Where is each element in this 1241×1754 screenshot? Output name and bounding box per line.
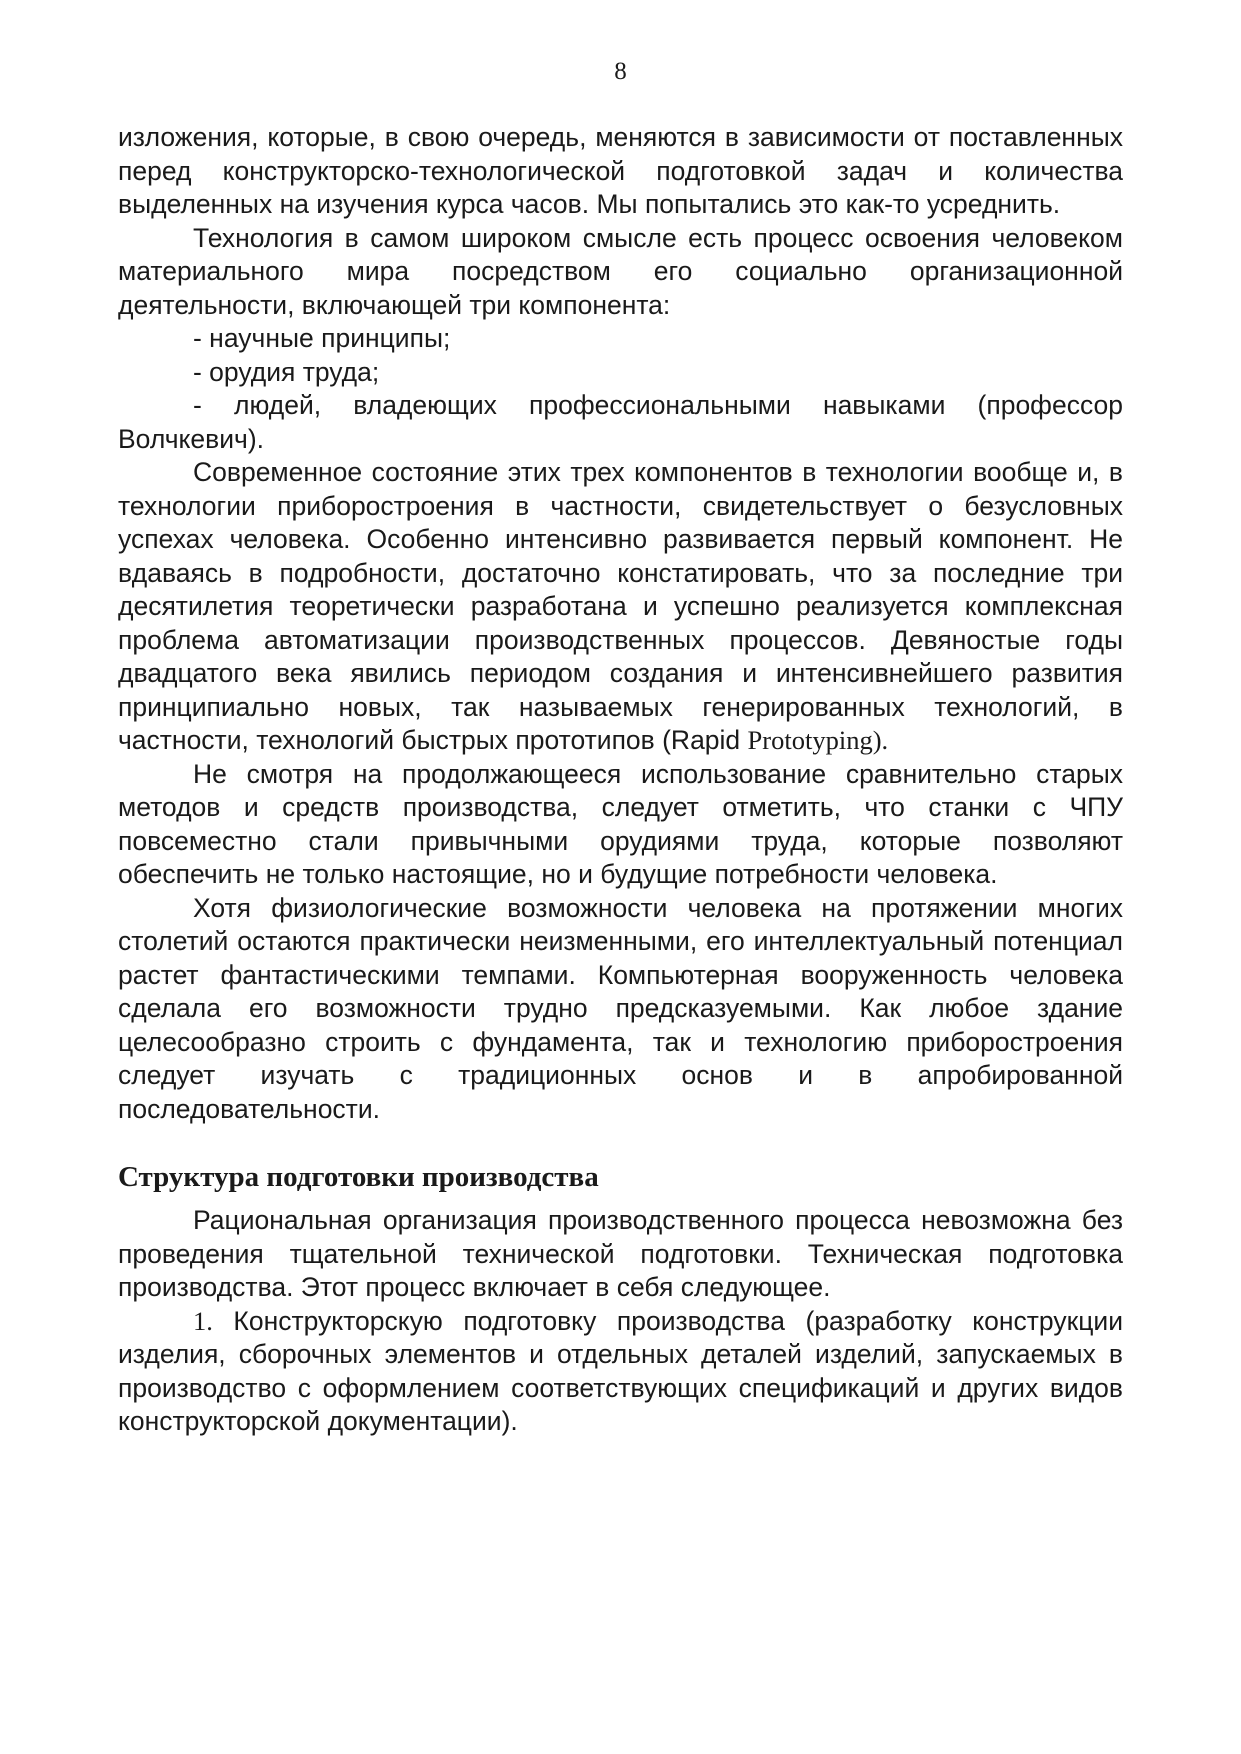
- list-item-skilled-people: - людей, владеющих профессиональными навыками (профессор Волчкевич).: [118, 390, 1123, 454]
- page-number: 8: [614, 58, 627, 85]
- page-content: [118, 121, 1123, 1439]
- paragraph-technology-definition: Технология в самом широком смысле есть процесс освоения человеком материального мира посредством его социально организационной деятельности, включающей три компонента:: [118, 222, 1123, 320]
- paragraph-rational-organization: Рациональная организация производственного процесса невозможна без проведения тщательной технической подготовки. Техническая подготовка производства. Этот процесс включает в себя следующее.: [118, 1205, 1123, 1302]
- paragraph-current-state-tail: Prototyping).: [747, 725, 889, 755]
- section-heading: Структура подготовки производства: [118, 1161, 599, 1193]
- list-item-tools: - орудия труда;: [193, 356, 380, 387]
- paragraph-current-state-text: Современное состояние этих трех компонентов в технологии вообще и, в технологии приборостроения в частности, свидетельствует о безусловных успехах человека. Особенно интенсивно развивается первый компонент. Не вдаваясь в подробности, достаточно констатировать, что за последние три десятилетия теоретически разработана и успешно реализуется комплексная проблема автоматизации производственных процессов. Девяностые годы двадцатого века явились периодом создания и интенсивнейшего развития принципиально новых, так называемых генерированных технологий, в частности, технологий быстрых прототипов (Rapid: [118, 457, 1123, 755]
- list-item-scientific-principles: - научные принципы;: [193, 323, 451, 353]
- paragraph-intro-continuation: изложения, которые, в свою очередь, меняются в зависимости от поставленных перед конструкторско-технологической подготовкой задач и количества выделенных на изучения курса часов. Мы попытались это как-то усреднить.: [118, 122, 1123, 219]
- numbered-item-design-preparation: [118, 1305, 1123, 1439]
- numbered-item-number: 1.: [193, 1305, 213, 1336]
- numbered-item-text: Конструкторскую подготовку производства (разработку конструкции изделия, сборочных элементов и отдельных деталей изделий, запускаемых в производство с оформлением соответствующих спецификаций и других видов конструкторской документации).: [118, 1305, 1123, 1436]
- paragraph-current-state: [118, 456, 1123, 758]
- paragraph-human-capabilities: Хотя физиологические возможности человека на протяжении многих столетий остаются практически неизменными, его интеллектуальный потенциал растет фантастическими темпами. Компьютерная вооруженность человека сделала его возможности трудно предсказуемыми. Как любое здание целесообразно строить с фундамента, так и технологию приборостроения следует изучать с традиционных основ и в апробированной последовательности.: [118, 892, 1123, 1124]
- paragraph-cnc-machines: Не смотря на продолжающееся использование сравнительно старых методов и средств производства, следует отметить, что станки с ЧПУ повсеместно стали привычными орудиями труда, которые позволяют обеспечить не только настоящие, но и будущие потребности человека.: [118, 758, 1123, 889]
